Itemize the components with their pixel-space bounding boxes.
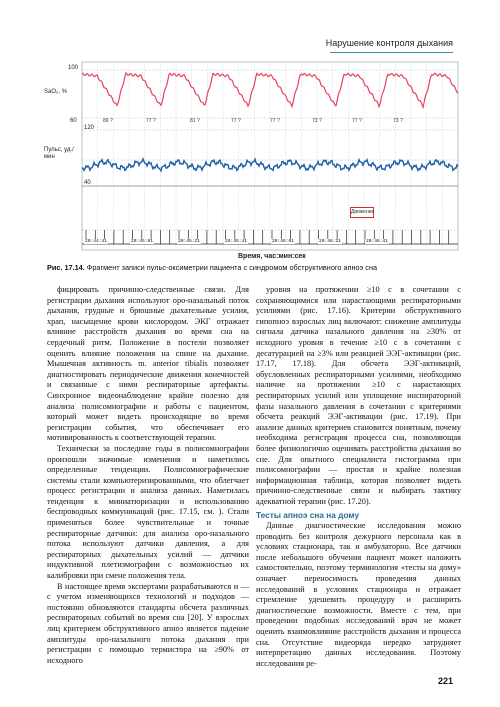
pulse-label: Пульс, уд./мин <box>44 147 74 160</box>
y-tick-120: 120 <box>84 125 95 131</box>
text-column-right <box>256 285 461 669</box>
x-axis-label: Время, час:мин:сек <box>238 253 306 260</box>
pulse-oximetry-chart <box>40 60 460 260</box>
timestamp: 20:46:01 <box>272 239 295 244</box>
timestamp: 20:46:41 <box>366 239 389 244</box>
sao2-label: SaO₂, % <box>44 89 68 95</box>
section-heading: Тесты апноэ сна на дому <box>256 510 360 521</box>
y-tick-60: 60 <box>70 118 77 124</box>
saturation-value: 77 ? <box>270 118 280 124</box>
paragraph: фицировать причинно-следственные связи. Для регистрации дыхания используют оро-назальный поток дыхания, грудные и брюшные дыхательные усилия, храп, насыщение крови кислородом. ЭКГ отражает влияние расстройств дыхания во время сна на сердечный ритм. Положение в постели позволяет оценить влияние положения на спине на дыхание. Мышечная активность m. anterior tibialis позволяет диагностировать периодические движения конечностей и связанные с ними респираторные артефакты. Синхронное видеонаблюдение крайне полезно для анализа полисомнографии и работы с пациентом, который может видеть происходящие во время регистрации события, что обеспечивает его мотивированность к соответствующей терапии. <box>47 285 249 443</box>
saturation-value: 80 ? <box>103 118 113 124</box>
event-marker: Движение <box>350 207 374 218</box>
saturation-value: 77 ? <box>146 118 156 124</box>
timestamp-row <box>84 239 414 249</box>
timestamp: 20:45:01 <box>131 239 154 244</box>
saturation-value: 77 ? <box>352 118 362 124</box>
chart-svg <box>40 60 460 255</box>
paragraph: Технически за последние годы в полисомнографии произошли значимые изменения и наметились определенные тенденции. Полисомнографические системы стали компьютеризированными, что облегчает процесс регистрации и анализа данных. Наметилась тенденция к миниатюризации и использованию беспроводных коммуникаций (рис. 17.15, см. ). Стали применяться более чувствительные и точные респираторные датчики: для анализа оро-назального потока используют датчики давления, а для респираторных дыхательных усилий — датчики индуктивной плетизмографии с возможностью их калибровки при смене положения тела. <box>47 443 249 581</box>
page-number: 221 <box>437 676 453 686</box>
paragraph: Данные диагностические исследования можно проводить без контроля дежурного персонала как в условиях стационара, так и амбулаторно. Все датчики после небольшого обучения пациент может наложить самостоятельно, поэтому терминология «тесты на дому» означает переносимость проведения данных исследований в условиях стационара и отражает стремление удешевить процедуру и расширить диагностические возможности. Вместе с тем, при проведении подобных исследований врач не может оценить взаимовлияние расстройств дыхания и процесса сна. Отсутствие видеоряда нередко затрудняет интерпретацию данных исследования. Поэтому исследования ре- <box>256 521 461 668</box>
y-tick-100: 100 <box>68 65 79 71</box>
saturation-value: 73 ? <box>312 118 322 124</box>
timestamp: 20:45:21 <box>178 239 201 244</box>
caption-text: Фрагмент записи пульс-оксиметрии пациента с синдромом обструктивного апноэ сна <box>86 263 378 272</box>
header-rule <box>330 52 453 53</box>
figure-caption <box>47 263 462 272</box>
caption-label: Рис. 17.14. <box>47 263 85 272</box>
timestamp: 20:45:41 <box>225 239 248 244</box>
saturation-value: 81 ? <box>190 118 200 124</box>
paragraph: В настоящее время экспертами разрабатываются и — с учетом изменяющихся технологий и подходов — постоянно обновляются стандарты обсчета различных респираторных событий во время сна [20]. У взрослых лиц критерием обструктивного апноэ является падение амплитуды оро-назального потока дыхания при регистрации с помощью термистора на ≥90% от исходного <box>47 581 249 665</box>
saturation-value: 73 ? <box>393 118 403 124</box>
saturation-value: 77 ? <box>231 118 241 124</box>
timestamp: 20:44:41 <box>85 239 108 244</box>
paragraph: уровня на протяжении ≥10 с в сочетании с сохраняющимися или нарастающими респираторными усилиями (рис. 17.16). Критерии обструктивного гипопноэ взрослых лиц включают: снижение амплитуды сигнала датчика назального давления на ≥30% от исходного уровня в течение ≥10 с в сочетании с десатурацией на ≥3% или реакцией ЭЭГ-активации (рис. 17.17, 17.18). Для обсчета ЭЭГ-активаций, обусловленных респираторными усилиями, необходимо наличие на протяжении ≥10 с нарастающих респираторных усилий или уплощение инспираторной фазы назального давления в сочетании с критериями обсчета реакций ЭЭГ-активации (рис. 17.19). При анализе данных критериев становится понятным, почему необходима регистрация процесса сна, позволяющая более физиологично оценивать расстройства дыхания во сне. Для опытного специалиста гистограмма при полисомнографии — простая и крайне полезная информационная таблица, которая позволяет видеть причинно-следственные связи и выбирать тактику адекватной терапии (рис. 17.20). <box>256 285 461 506</box>
header-title: Нарушение контроля дыхания <box>325 38 453 48</box>
y-tick-40: 40 <box>84 180 91 186</box>
text-column-left <box>47 285 249 666</box>
timestamp: 20:46:21 <box>319 239 342 244</box>
